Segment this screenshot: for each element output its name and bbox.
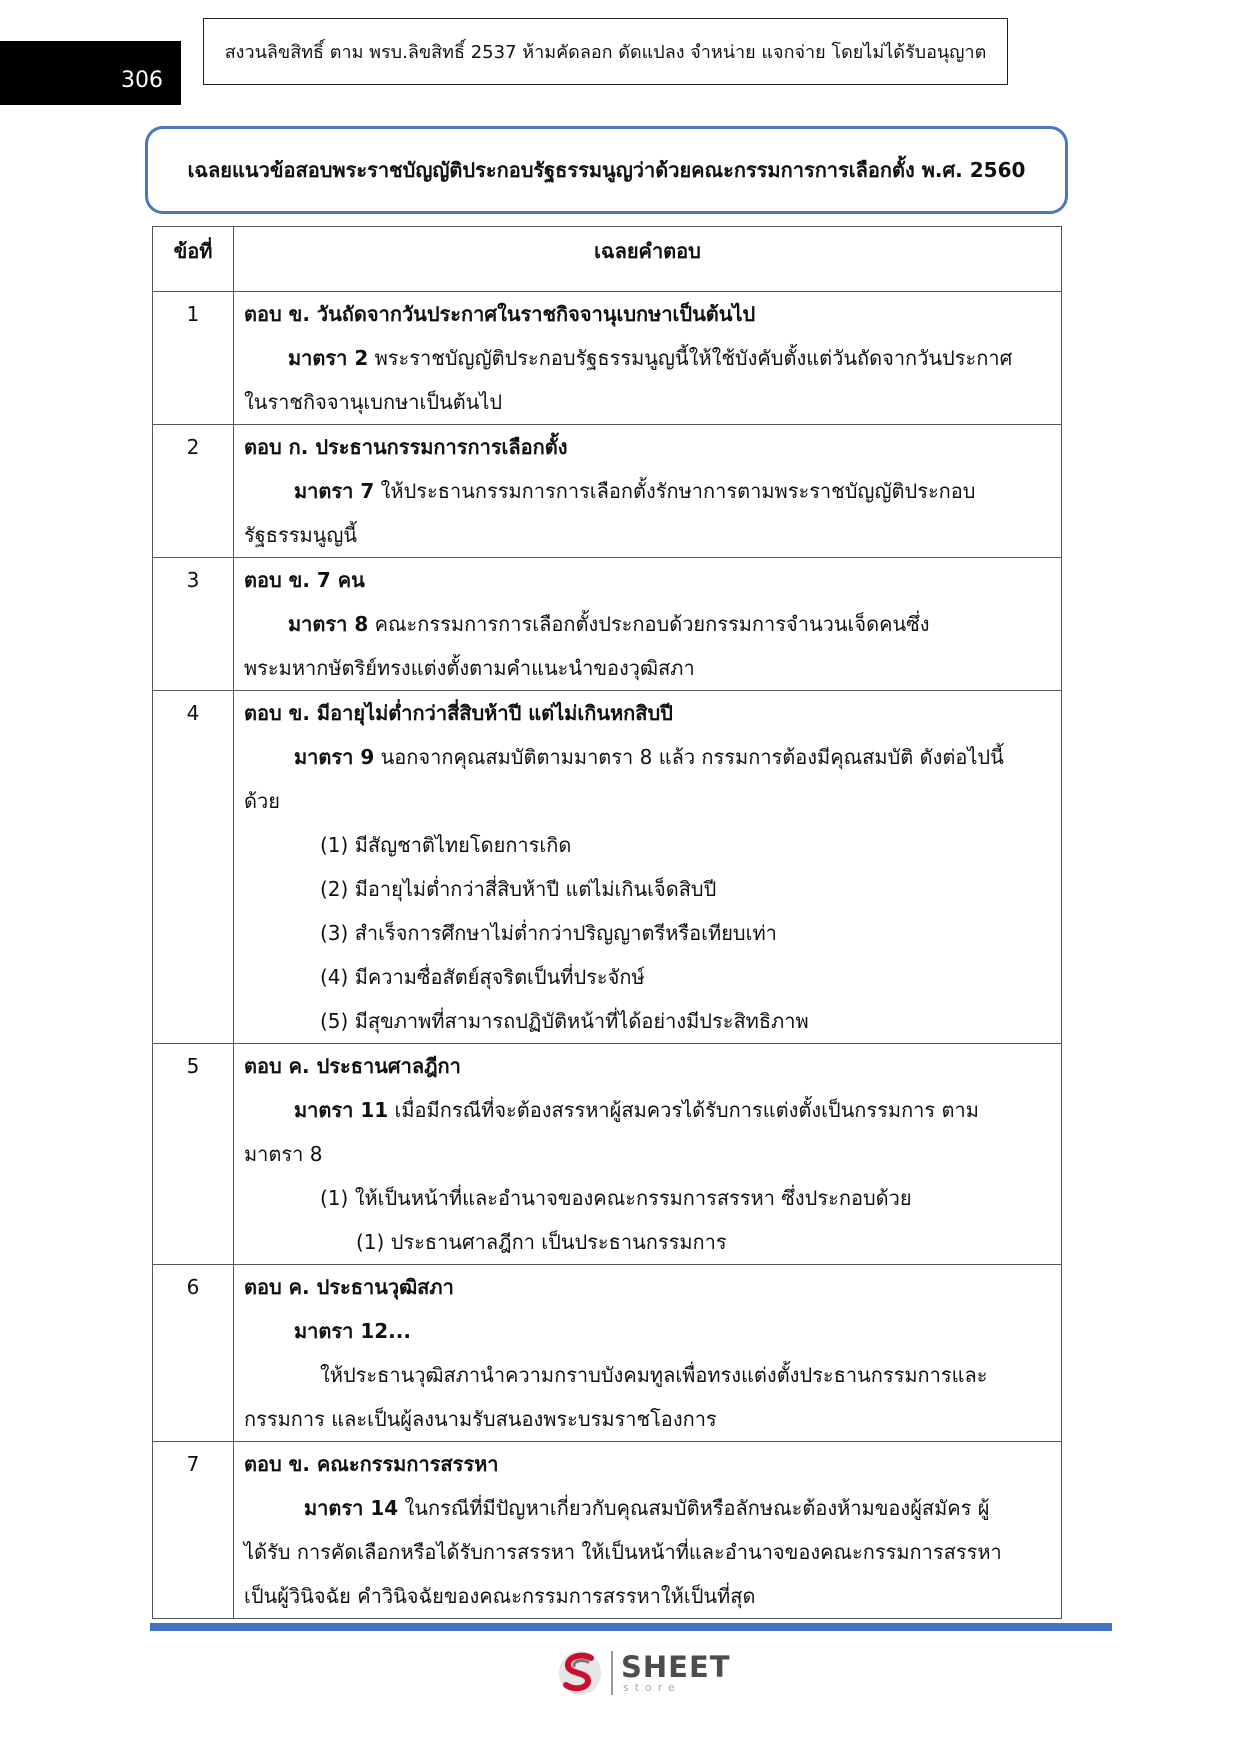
answer-cell	[234, 1442, 1062, 1619]
answer-cell	[234, 292, 1062, 425]
table-row	[153, 425, 1062, 558]
law-text	[244, 1309, 1051, 1353]
law-body: เมื่อมีกรณีที่จะต้องสรรหาผู้สมควรได้รับการแต่งตั้งเป็นกรรมการ ตาม	[388, 1098, 979, 1122]
answer-choice: ตอบ ข. คณะกรรมการสรรหา	[244, 1452, 499, 1476]
sheet-store-logo	[557, 1648, 731, 1698]
logo-wordmark	[621, 1650, 731, 1694]
law-body: คณะกรรมการการเลือกตั้งประกอบด้วยกรรมการจำนวนเจ็ดคนซึ่ง	[368, 612, 930, 636]
law-section-ref: มาตรา 9	[294, 745, 375, 769]
answer-cell	[234, 1044, 1062, 1265]
answer-choice: ตอบ ข. มีอายุไม่ต่ำกว่าสี่สิบห้าปี แต่ไม่เกินหกสิบปี	[244, 701, 673, 725]
law-subclause: (1) ประธานศาลฎีกา เป็นประธานกรรมการ	[356, 1230, 727, 1254]
question-number: 6	[153, 1265, 234, 1442]
answer-table	[152, 226, 1062, 1619]
answer-cell	[234, 691, 1062, 1044]
law-continuation: ได้รับ การคัดเลือกหรือได้รับการสรรหา ให้เป็นหน้าที่และอำนาจของคณะกรรมการสรรหา	[244, 1540, 1002, 1564]
qualification-item: (5) มีสุขภาพที่สามารถปฏิบัติหน้าที่ได้อย่างมีประสิทธิภาพ	[320, 1009, 809, 1033]
copyright-notice	[203, 18, 1008, 85]
answer-choice: ตอบ ก. ประธานกรรมการการเลือกตั้ง	[244, 435, 568, 459]
law-continuation: กรรมการ และเป็นผู้ลงนามรับสนองพระบรมราชโองการ	[244, 1407, 717, 1431]
law-body: ให้ประธานกรรมการการเลือกตั้งรักษาการตามพระราชบัญญัติประกอบ	[374, 479, 976, 503]
qualification-item: (4) มีความซื่อสัตย์สุจริตเป็นที่ประจักษ์	[320, 965, 645, 989]
sheet-store-logo-icon	[557, 1648, 603, 1698]
law-subclause: (1) ให้เป็นหน้าที่และอำนาจของคณะกรรมการสรรหา ซึ่งประกอบด้วย	[320, 1186, 912, 1210]
answer-cell	[234, 425, 1062, 558]
table-row	[153, 558, 1062, 691]
law-section-ref: มาตรา 11	[294, 1098, 389, 1122]
law-text	[244, 336, 1051, 380]
law-continuation: ในราชกิจจานุเบกษาเป็นต้นไป	[244, 390, 503, 414]
law-body: นอกจากคุณสมบัติตามมาตรา 8 แล้ว กรรมการต้องมีคุณสมบัติ ดังต่อไปนี้	[374, 745, 1004, 769]
page-title: เฉลยแนวข้อสอบพระราชบัญญัติประกอบรัฐธรรมนูญว่าด้วยคณะกรรมการการเลือกตั้ง พ.ศ. 2560	[187, 158, 1026, 182]
law-text	[244, 469, 1051, 513]
table-row	[153, 292, 1062, 425]
page-title-box	[145, 126, 1068, 214]
qualification-item: (2) มีอายุไม่ต่ำกว่าสี่สิบห้าปี แต่ไม่เกินเจ็ดสิบปี	[320, 877, 717, 901]
answer-cell	[234, 1265, 1062, 1442]
logo-divider	[611, 1651, 613, 1695]
law-continuation: พระมหากษัตริย์ทรงแต่งตั้งตามคำแนะนำของวุฒิสภา	[244, 656, 695, 680]
question-number: 5	[153, 1044, 234, 1265]
law-section-ref: มาตรา 12...	[294, 1319, 411, 1343]
footer-divider	[150, 1623, 1112, 1631]
question-number: 4	[153, 691, 234, 1044]
question-number: 2	[153, 425, 234, 558]
page-number: 306	[0, 41, 181, 105]
logo-subtitle: store	[623, 1681, 681, 1694]
law-continuation: มาตรา 8	[244, 1142, 323, 1166]
table-row	[153, 691, 1062, 1044]
question-number: 7	[153, 1442, 234, 1619]
column-header-no: ข้อที่	[153, 227, 234, 292]
law-continuation: รัฐธรรมนูญนี้	[244, 523, 358, 547]
table-row	[153, 1044, 1062, 1265]
answer-choice: ตอบ ค. ประธานวุฒิสภา	[244, 1275, 454, 1299]
question-number: 1	[153, 292, 234, 425]
answer-cell	[234, 558, 1062, 691]
logo-name: SHEET	[621, 1650, 731, 1684]
law-text	[244, 1486, 1051, 1530]
answer-choice: ตอบ ค. ประธานศาลฎีกา	[244, 1054, 461, 1078]
law-body: พระราชบัญญัติประกอบรัฐธรรมนูญนี้ให้ใช้บังคับตั้งแต่วันถัดจากวันประกาศ	[368, 346, 1013, 370]
law-body: ในกรณีที่มีปัญหาเกี่ยวกับคุณสมบัติหรือลักษณะต้องห้ามของผู้สมัคร ผู้	[398, 1496, 990, 1520]
answer-choice: ตอบ ข. วันถัดจากวันประกาศในราชกิจจานุเบกษาเป็นต้นไป	[244, 302, 756, 326]
law-body: ให้ประธานวุฒิสภานำความกราบบังคมทูลเพื่อทรงแต่งตั้งประธานกรรมการและ	[320, 1363, 988, 1387]
law-continuation: เป็นผู้วินิจฉัย คำวินิจฉัยของคณะกรรมการสรรหาให้เป็นที่สุด	[244, 1584, 756, 1608]
law-text	[244, 735, 1051, 779]
law-text	[244, 1088, 1051, 1132]
table-header-row	[153, 227, 1062, 292]
law-text	[244, 602, 1051, 646]
qualification-item: (3) สำเร็จการศึกษาไม่ต่ำกว่าปริญญาตรีหรือเทียบเท่า	[320, 921, 777, 945]
table-row	[153, 1265, 1062, 1442]
law-section-ref: มาตรา 2	[288, 346, 369, 370]
law-section-ref: มาตรา 14	[304, 1496, 399, 1520]
table-row	[153, 1442, 1062, 1619]
question-number: 3	[153, 558, 234, 691]
copyright-text: สงวนลิขสิทธิ์ ตาม พรบ.ลิขสิทธิ์ 2537 ห้ามคัดลอก ดัดแปลง จำหน่าย แจกจ่าย โดยไม่ได้รับอนุญาต	[224, 42, 987, 63]
law-section-ref: มาตรา 8	[288, 612, 369, 636]
column-header-answer: เฉลยคำตอบ	[234, 227, 1062, 292]
law-continuation: ด้วย	[244, 789, 280, 813]
qualification-item: (1) มีสัญชาติไทยโดยการเกิด	[320, 833, 572, 857]
answer-choice: ตอบ ข. 7 คน	[244, 568, 365, 592]
law-section-ref: มาตรา 7	[294, 479, 375, 503]
